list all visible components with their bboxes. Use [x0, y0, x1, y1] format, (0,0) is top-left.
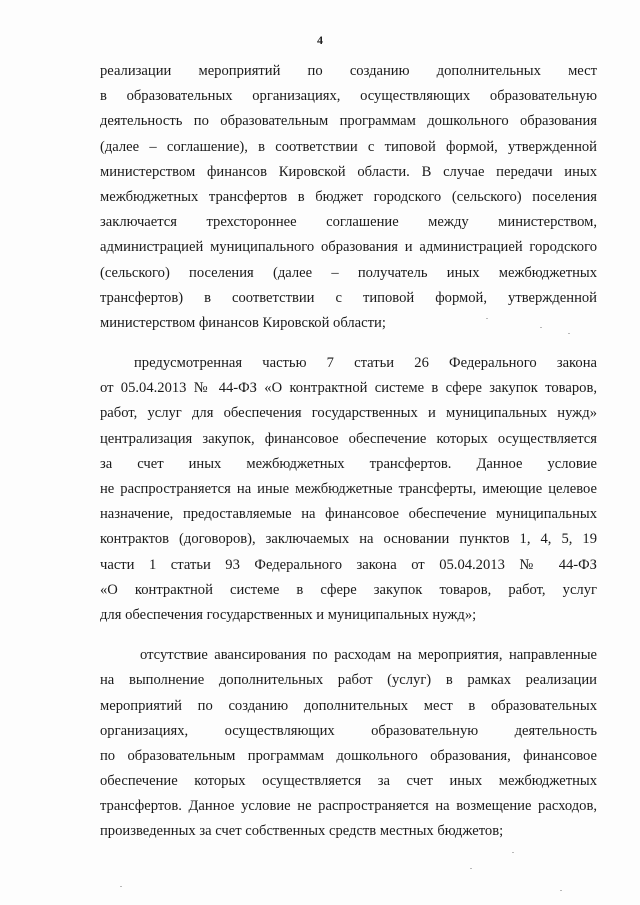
paragraph-gap	[100, 628, 597, 643]
text-line: централизация закупок, финансовое обеспечение которых осуществляется	[100, 430, 597, 447]
scan-speck	[560, 890, 562, 891]
text-line: трансфертов) в соответствии с типовой формой, утвержденной	[100, 289, 597, 306]
text-line: деятельность по образовательным программам дошкольного образования	[100, 113, 597, 130]
text-line: произведенных за счет собственных средств местных бюджетов;	[100, 823, 504, 840]
text-line: трансфертов. Данное условие не распространяется на возмещение расходов,	[100, 798, 597, 815]
body-text	[100, 59, 597, 845]
text-line: организациях, осуществляющих образовательную деятельность	[100, 722, 597, 739]
text-line: на выполнение дополнительных работ (услуг) в рамках реализации	[100, 672, 597, 689]
text-line: по образовательным программам дошкольного образования, финансовое	[100, 747, 597, 764]
text-line: от 05.04.2013 № 44-ФЗ «О контрактной системе в сфере закупок товаров,	[100, 380, 597, 397]
text-line: части 1 статьи 93 Федерального закона от 05.04.2013 № 44-ФЗ	[100, 556, 597, 573]
text-line: (сельского) поселения (далее – получатель иных межбюджетных	[100, 264, 597, 281]
text-line: за счет иных межбюджетных трансфертов. Данное условие	[100, 455, 597, 472]
page-number: 4	[317, 33, 323, 47]
scan-speck	[470, 868, 472, 869]
text-line: (далее – соглашение), в соответствии с типовой формой, утвержденной	[100, 138, 597, 155]
text-line: предусмотренная частью 7 статьи 26 Федерального закона	[134, 355, 597, 372]
text-line: обеспечение которых осуществляется за счет иных межбюджетных	[100, 773, 597, 790]
text-line: отсутствие авансирования по расходам на мероприятия, направленные	[140, 647, 597, 664]
text-line: министерством финансов Кировской области;	[100, 314, 386, 331]
scan-speck	[512, 852, 514, 853]
scan-speck	[540, 327, 542, 328]
paragraph-gap	[100, 336, 597, 351]
text-line: в образовательных организациях, осуществляющих образовательную	[100, 88, 597, 105]
paragraph	[100, 643, 597, 845]
text-line: межбюджетных трансфертов в бюджет городского (сельского) поселения	[100, 188, 597, 205]
text-line: работ, услуг для обеспечения государственных и муниципальных нужд»	[100, 405, 597, 422]
scan-speck	[568, 333, 570, 334]
scan-speck	[486, 318, 488, 319]
text-line: назначение, предоставляемые на финансовое обеспечение муниципальных	[100, 506, 597, 523]
paragraph	[100, 351, 597, 628]
text-line: администрацией муниципального образования и администрацией городского	[100, 239, 597, 256]
text-line: контрактов (договоров), заключаемых на основании пунктов 1, 4, 5, 19	[100, 531, 597, 548]
text-line: министерством финансов Кировской области. В случае передачи иных	[100, 163, 597, 180]
text-line: не распространяется на иные межбюджетные трансферты, имеющие целевое	[100, 481, 597, 497]
text-line: реализации мероприятий по созданию дополнительных мест	[100, 63, 597, 79]
paragraph	[100, 59, 597, 336]
scan-speck	[120, 886, 122, 887]
text-line: для обеспечения государственных и муниципальных нужд»;	[100, 606, 477, 623]
text-line: мероприятий по созданию дополнительных мест в образовательных	[100, 697, 597, 714]
text-line: «О контрактной системе в сфере закупок товаров, работ, услуг	[100, 581, 597, 598]
text-line: заключается трехстороннее соглашение между министерством,	[100, 214, 597, 231]
